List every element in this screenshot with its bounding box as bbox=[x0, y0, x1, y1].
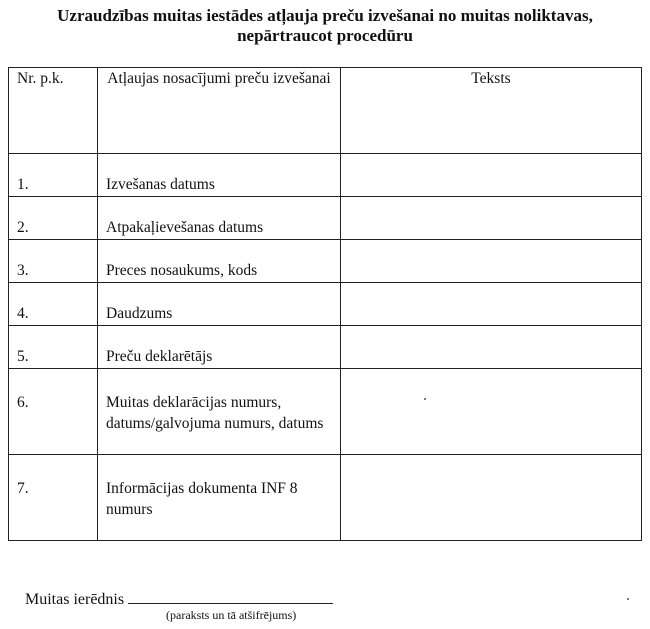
row-text-cell[interactable] bbox=[341, 240, 642, 283]
scan-speck bbox=[424, 398, 426, 400]
row-text-cell[interactable] bbox=[341, 283, 642, 326]
row-label: Daudzums bbox=[98, 283, 341, 326]
row-text-cell[interactable] bbox=[341, 455, 642, 541]
scan-speck bbox=[627, 598, 629, 600]
title-line-1: Uzraudzības muitas iestādes atļauja preču izvešanai no muitas noliktavas, bbox=[57, 6, 593, 25]
signature-block bbox=[25, 587, 333, 610]
row-label: Muitas deklarācijas numurs, datums/galvojuma numurs, datums bbox=[98, 369, 341, 455]
row-number: 6. bbox=[9, 369, 98, 455]
table-row bbox=[9, 369, 642, 455]
row-text-cell[interactable] bbox=[341, 197, 642, 240]
row-text-cell[interactable] bbox=[341, 154, 642, 197]
row-number: 4. bbox=[9, 283, 98, 326]
table-row bbox=[9, 326, 642, 369]
permit-table bbox=[8, 67, 642, 541]
header-number: Nr. p.k. bbox=[9, 68, 98, 154]
row-number: 7. bbox=[9, 455, 98, 541]
table-header-row bbox=[9, 68, 642, 154]
signature-caption: (paraksts un tā atšifrējums) bbox=[166, 608, 297, 622]
table-row bbox=[9, 240, 642, 283]
row-text-cell[interactable] bbox=[341, 369, 642, 455]
row-number: 5. bbox=[9, 326, 98, 369]
table-row bbox=[9, 197, 642, 240]
header-conditions: Atļaujas nosacījumi preču izvešanai bbox=[98, 68, 341, 154]
row-label: Izvešanas datums bbox=[98, 154, 341, 197]
row-text-cell[interactable] bbox=[341, 326, 642, 369]
row-number: 3. bbox=[9, 240, 98, 283]
row-label: Atpakaļievešanas datums bbox=[98, 197, 341, 240]
row-number: 1. bbox=[9, 154, 98, 197]
table-row bbox=[9, 283, 642, 326]
signature-label: Muitas ierēdnis bbox=[25, 591, 125, 608]
table-row bbox=[9, 154, 642, 197]
header-text: Teksts bbox=[341, 68, 642, 154]
row-label: Preču deklarētājs bbox=[98, 326, 341, 369]
row-label: Informācijas dokumenta INF 8 numurs bbox=[98, 455, 341, 541]
title-line-2: nepārtraucot procedūru bbox=[237, 26, 413, 45]
row-number: 2. bbox=[9, 197, 98, 240]
row-label: Preces nosaukums, kods bbox=[98, 240, 341, 283]
signature-line[interactable] bbox=[128, 587, 333, 604]
table-row bbox=[9, 455, 642, 541]
document-title bbox=[0, 6, 650, 46]
